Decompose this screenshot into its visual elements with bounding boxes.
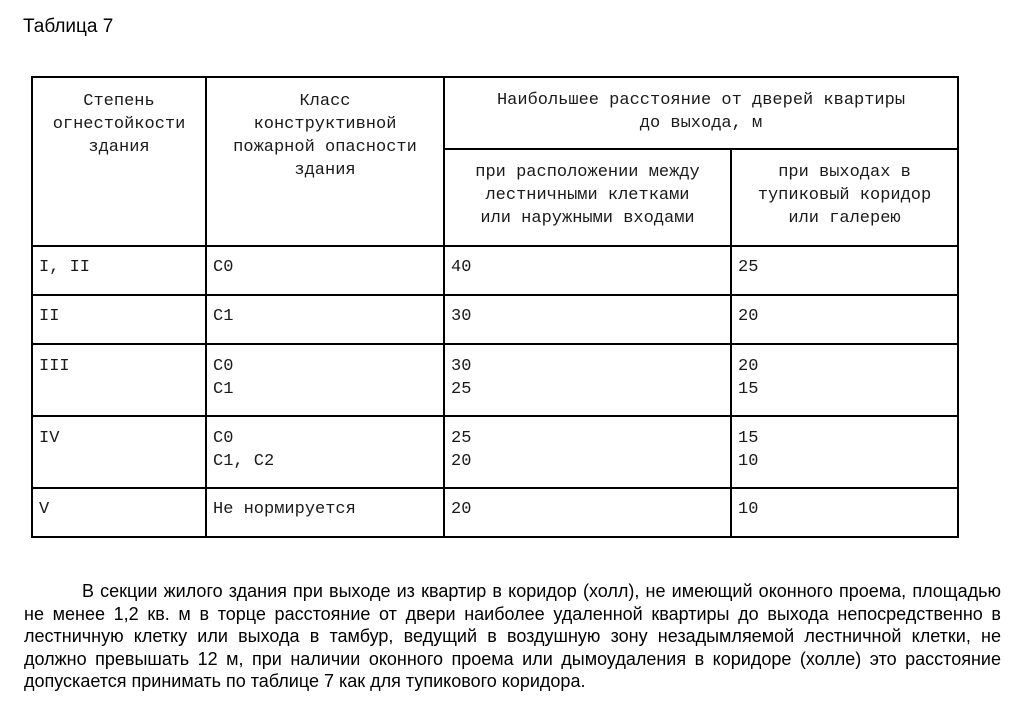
table-row <box>32 416 958 488</box>
header-max-distance: Наибольшее расстояние от дверей квартиры до выхода, м <box>444 77 958 149</box>
class-cell: С0 <box>206 246 444 295</box>
between-distance-cell: 20 <box>444 488 731 537</box>
class-cell: С0 С1, С2 <box>206 416 444 488</box>
table-row <box>32 344 958 416</box>
between-distance-cell: 40 <box>444 246 731 295</box>
degree-cell: V <box>32 488 206 537</box>
header-dead-end-corridor: при выходах в тупиковый коридор или галерею <box>731 149 958 246</box>
header-between-stairwells: при расположении между лестничными клетками или наружными входами <box>444 149 731 246</box>
degree-cell: I, II <box>32 246 206 295</box>
dead-end-distance-cell: 15 10 <box>731 416 958 488</box>
fire-distance-table <box>31 76 959 538</box>
class-cell: С0 С1 <box>206 344 444 416</box>
header-fire-hazard-class: Класс конструктивной пожарной опасности здания <box>206 77 444 246</box>
dead-end-distance-cell: 20 15 <box>731 344 958 416</box>
dead-end-distance-cell: 25 <box>731 246 958 295</box>
dead-end-distance-cell: 20 <box>731 295 958 344</box>
between-distance-cell: 25 20 <box>444 416 731 488</box>
table-row <box>32 488 958 537</box>
class-cell: С1 <box>206 295 444 344</box>
explanatory-paragraph: В секции жилого здания при выходе из квартир в коридор (холл), не имеющий оконного проема, площадью не менее 1,2 кв. м в торце расстояние от двери наиболее удаленной квартиры до выхода непосредственно в лестничную клетку или выхода в тамбур, ведущий в воздушную зону незадымляемой лестничной клетки, не должно превышать 12 м, при наличии оконного проема или дымоудаления в коридоре (холле) это расстояние допускается принимать по таблице 7 как для тупикового коридора. <box>24 581 1001 691</box>
degree-cell: III <box>32 344 206 416</box>
header-fire-resistance-degree: Степень огнестойкости здания <box>32 77 206 246</box>
between-distance-cell: 30 25 <box>444 344 731 416</box>
degree-cell: II <box>32 295 206 344</box>
between-distance-cell: 30 <box>444 295 731 344</box>
table-caption: Таблица 7 <box>23 16 114 37</box>
dead-end-distance-cell: 10 <box>731 488 958 537</box>
degree-cell: IV <box>32 416 206 488</box>
class-cell: Не нормируется <box>206 488 444 537</box>
table-row <box>32 246 958 295</box>
table-row <box>32 295 958 344</box>
